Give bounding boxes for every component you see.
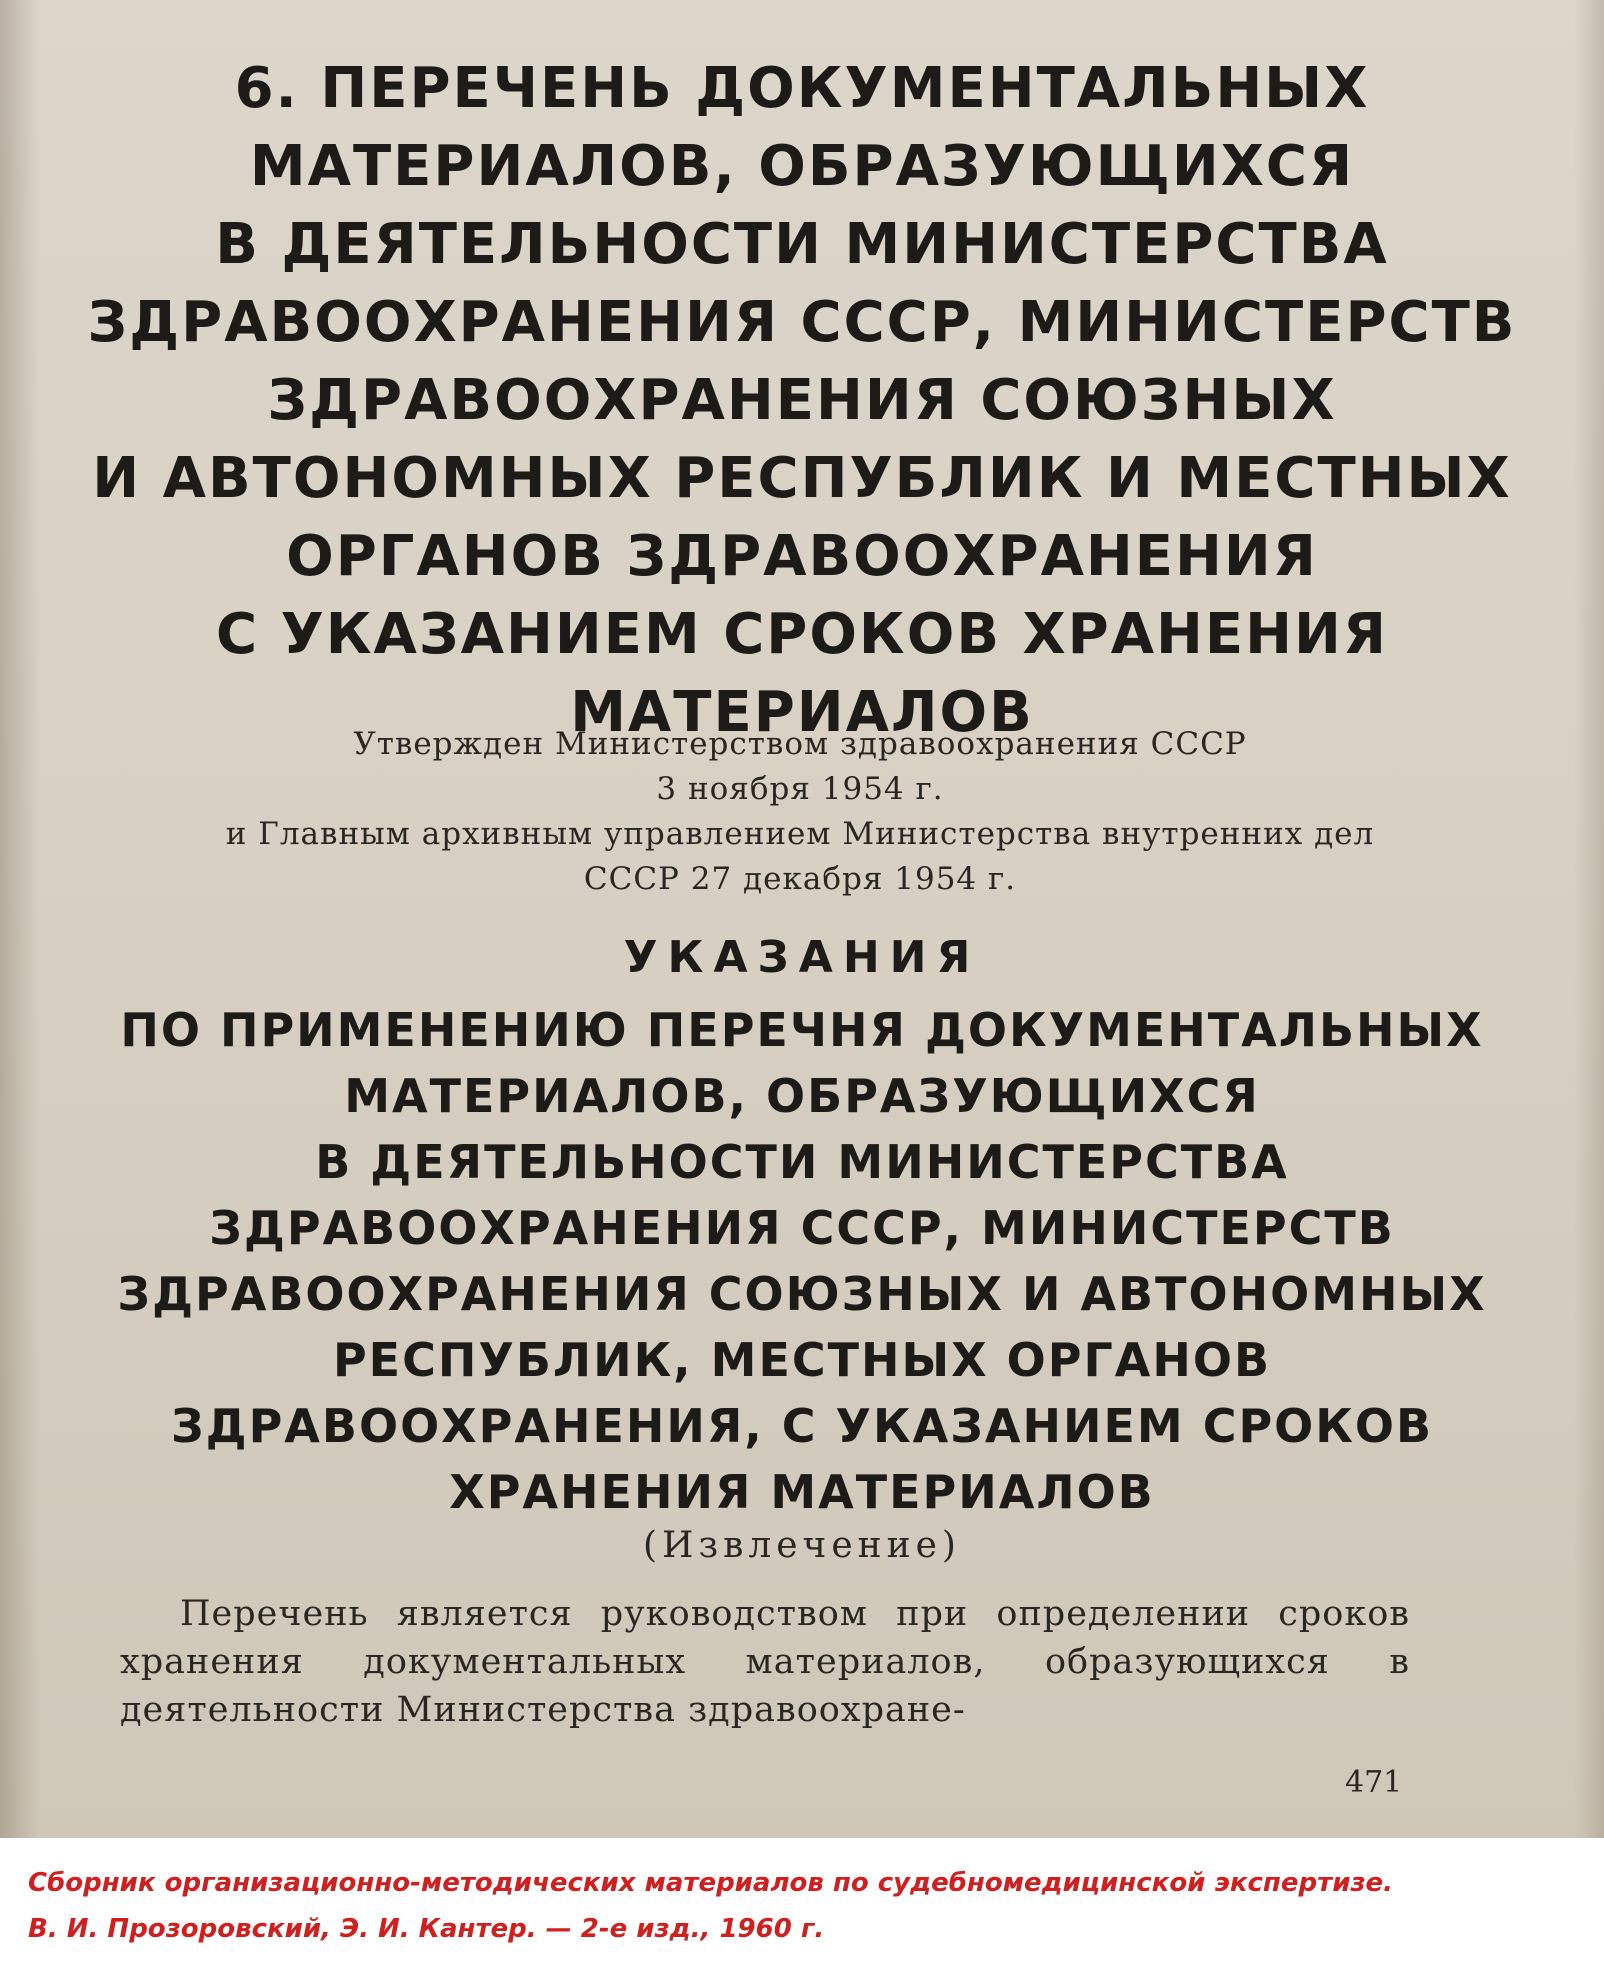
caption-line-1: Сборник организационно-методических материалов по судебномедицинской экспертизе. — [28, 1868, 1394, 1898]
instructions-title-line: ЗДРАВООХРАНЕНИЯ СОЮЗНЫХ И АВТОНОМНЫХ — [117, 1267, 1487, 1321]
instructions-title-line: РЕСПУБЛИК, МЕСТНЫХ ОРГАНОВ — [332, 1333, 1272, 1387]
instructions-title-line: ЗДРАВООХРАНЕНИЯ, С УКАЗАНИЕМ СРОКОВ — [170, 1399, 1434, 1453]
page-number: 471 — [1345, 1765, 1403, 1800]
instructions-title-line: МАТЕРИАЛОВ, ОБРАЗУЮЩИХСЯ — [344, 1069, 1260, 1123]
approval-line: 3 ноября 1954 г. — [656, 771, 944, 807]
extract-label: (Извлечение) — [643, 1525, 961, 1566]
title-line: В ДЕЯТЕЛЬНОСТИ МИНИСТЕРСТВА — [215, 212, 1389, 277]
caption-line-2: В. И. Прозоровский, Э. И. Кантер. — 2-е изд., 1960 г. — [28, 1914, 825, 1944]
instructions-title — [60, 997, 1544, 1525]
instructions-title-line: ЗДРАВООХРАНЕНИЯ СССР, МИНИСТЕРСТВ — [209, 1201, 1395, 1255]
title-line: ОРГАНОВ ЗДРАВООХРАНЕНИЯ — [286, 524, 1318, 589]
title-line: С УКАЗАНИЕМ СРОКОВ ХРАНЕНИЯ — [215, 602, 1389, 667]
title-line: ЗДРАВООХРАНЕНИЯ СОЮЗНЫХ — [267, 368, 1337, 433]
instructions-title-line: ХРАНЕНИЯ МАТЕРИАЛОВ — [449, 1465, 1155, 1519]
instructions-title-line: В ДЕЯТЕЛЬНОСТИ МИНИСТЕРСТВА — [315, 1135, 1289, 1189]
approval-line: и Главным архивным управлением Министерства внутренних дел — [225, 816, 1375, 852]
title-line: МАТЕРИАЛОВ, ОБРАЗУЮЩИХСЯ — [249, 134, 1355, 199]
title-line: ЗДРАВООХРАНЕНИЯ СССР, МИНИСТЕРСТВ — [87, 290, 1517, 355]
title-line: И АВТОНОМНЫХ РЕСПУБЛИК И МЕСТНЫХ — [92, 446, 1512, 511]
instructions-title-line: ПО ПРИМЕНЕНИЮ ПЕРЕЧНЯ ДОКУМЕНТАЛЬНЫХ — [120, 1003, 1484, 1057]
approval-line: СССР 27 декабря 1954 г. — [583, 861, 1017, 897]
title-line: 6. ПЕРЕЧЕНЬ ДОКУМЕНТАЛЬНЫХ — [234, 56, 1370, 121]
approval-line: Утвержден Министерством здравоохранения СССР — [353, 726, 1247, 762]
instructions-label: УКАЗАНИЯ — [623, 932, 981, 983]
source-caption — [28, 1860, 1588, 1952]
document-title — [60, 50, 1544, 752]
approval-note — [200, 722, 1400, 902]
title-line: МАТЕРИАЛОВ — [570, 680, 1034, 745]
body-paragraph: Перечень является руководством при определении сроков хранения документальных материалов, образующихся в деятельности Министерства здравоохране- — [120, 1594, 1410, 1730]
